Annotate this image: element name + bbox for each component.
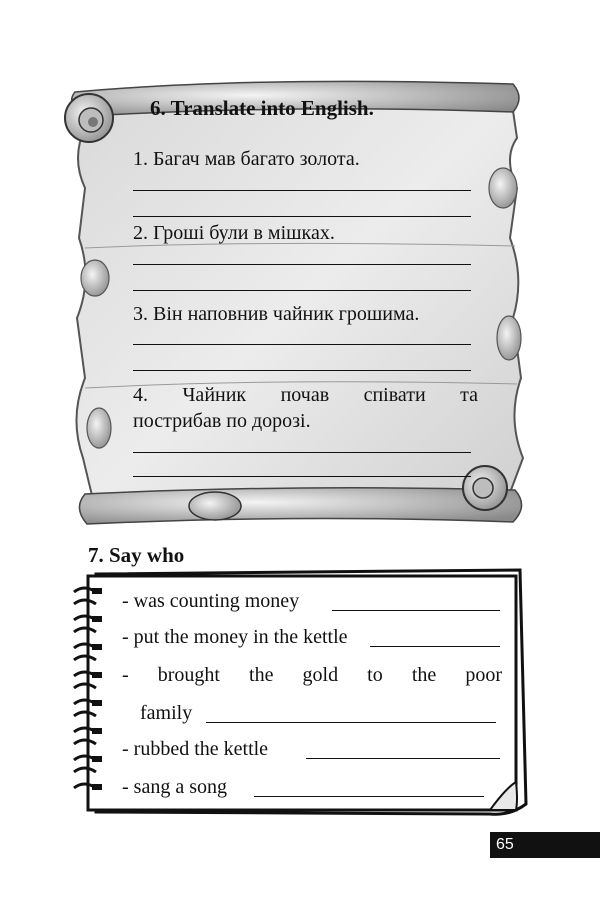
exercise-6-item-1: 1. Багач мав багато золота. xyxy=(133,148,360,170)
answer-line[interactable] xyxy=(133,216,471,217)
answer-line[interactable] xyxy=(133,264,471,265)
answer-line[interactable] xyxy=(133,452,471,453)
exercise-6-item-4: 4. Чайник почав співати та xyxy=(133,384,478,406)
answer-line[interactable] xyxy=(254,796,484,797)
translate-exercise-scroll xyxy=(55,78,535,528)
say-who-item-2: - put the money in the kettle xyxy=(122,626,348,648)
answer-line[interactable] xyxy=(370,646,500,647)
say-who-item-1: - was counting money xyxy=(122,590,300,612)
spiral-notebook xyxy=(70,568,530,818)
exercise-6-item-4-cont: пострибав по дорозі. xyxy=(133,410,311,432)
answer-line[interactable] xyxy=(206,722,496,723)
answer-line[interactable] xyxy=(133,476,471,477)
say-who-item-5: - sang a song xyxy=(122,776,227,798)
say-who-item-4: - rubbed the kettle xyxy=(122,738,269,760)
answer-line[interactable] xyxy=(133,190,471,191)
answer-line[interactable] xyxy=(133,290,471,291)
answer-line[interactable] xyxy=(306,758,500,759)
exercise-7-title: 7. Say who xyxy=(88,543,185,567)
exercise-6-item-2: 2. Гроші були в мішках. xyxy=(133,222,335,244)
answer-line[interactable] xyxy=(332,610,500,611)
page-number: 65 xyxy=(490,832,600,858)
answer-line[interactable] xyxy=(133,344,471,345)
exercise-6-title: 6. Translate into English. xyxy=(150,96,374,120)
say-who-item-3: - brought the gold to the poor xyxy=(122,664,502,686)
answer-line[interactable] xyxy=(133,370,471,371)
exercise-6-item-3: 3. Він наповнив чайник грошима. xyxy=(133,303,420,325)
say-who-item-3-cont: family xyxy=(140,702,193,724)
